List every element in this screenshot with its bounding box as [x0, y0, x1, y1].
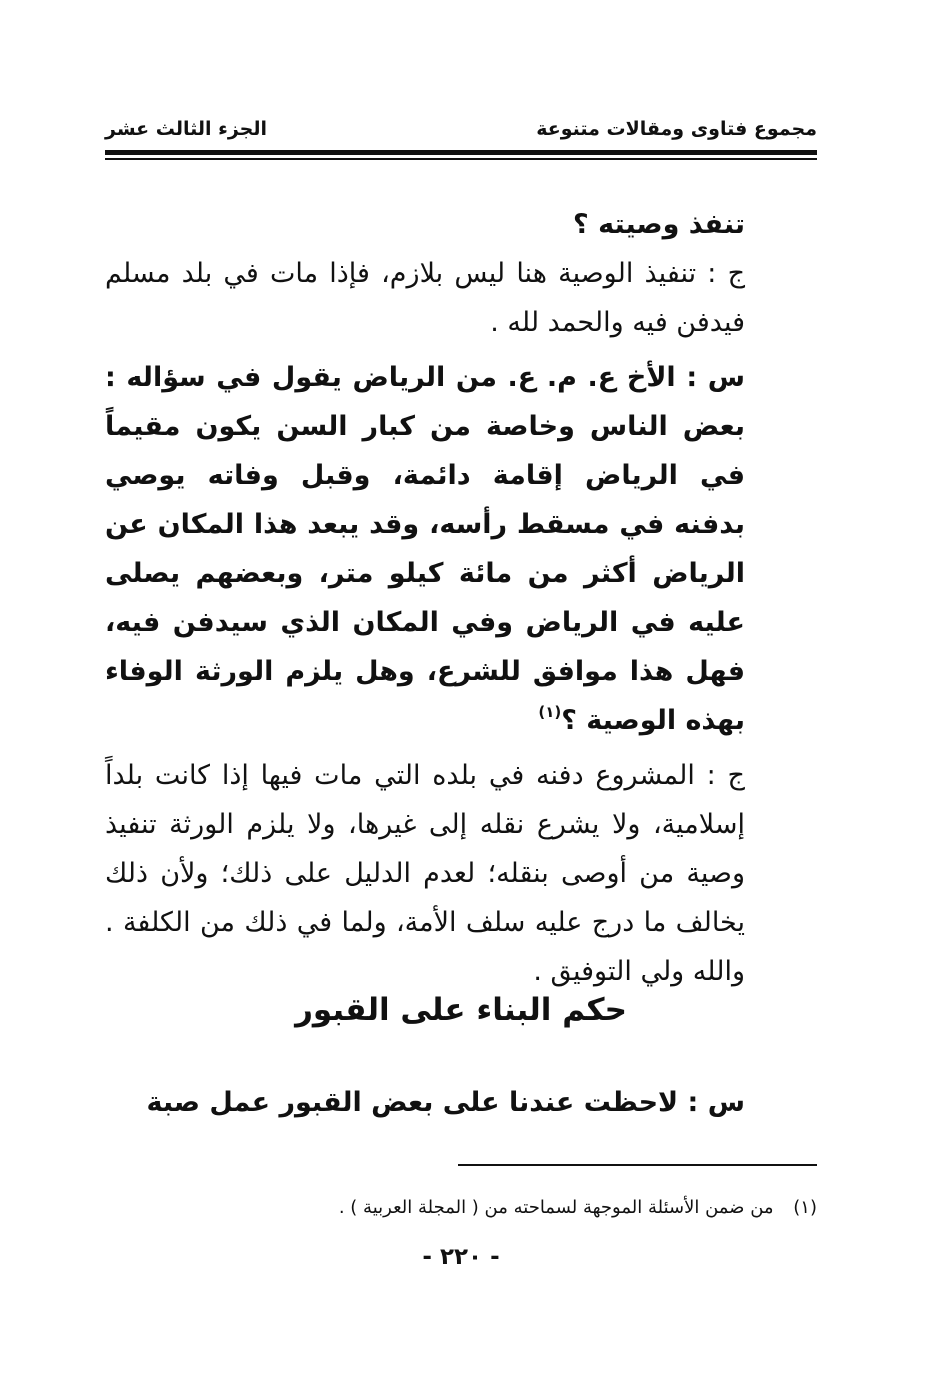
header-rule-thick — [105, 150, 817, 155]
footnote — [105, 1194, 817, 1222]
section-title: حكم البناء على القبور — [295, 992, 627, 1028]
paragraph-answer-1: ج : تنفيذ الوصية هنا ليس بلازم، فإذا مات في بلد مسلم فيدفن فيه والحمد لله . — [105, 258, 745, 338]
paragraph-question-end: تنفذ وصيته ؟ — [573, 209, 745, 240]
footnote-divider — [458, 1164, 817, 1166]
paragraph-question-3: س : لاحظت عندنا على بعض القبور عمل صبة — [146, 1087, 745, 1118]
paragraph-question-2 — [105, 353, 817, 745]
body-text — [105, 200, 817, 996]
question-2-text: س : الأخ ع. م. ع. من الرياض يقول في سؤاله : بعض الناس وخاصة من كبار السن يكون مقيماً في الرياض إقامة دائمة، وقبل وفاته يوصي بدفنه في مسقط رأسه، وقد يبعد هذا المكان عن الرياض أكثر من مائة كيلو متر، وبعضهم يصلى عليه في الرياض وفي المكان الذي سيدفن فيه، فهل هذا موافق للشرع، وهل يلزم الورثة الوفاء بهذه الوصية ؟ — [105, 362, 745, 736]
footnote-text: من ضمن الأسئلة الموجهة لسماحته من ( المجلة العربية ) . — [338, 1197, 774, 1218]
header-rule-thin — [105, 158, 817, 160]
page-number: - ٢٢٠ - — [422, 1244, 500, 1270]
footnote-number: (١) — [793, 1197, 817, 1218]
volume-label: الجزء الثالث عشر — [105, 118, 268, 140]
page-header — [105, 118, 817, 150]
book-title: مجموع فتاوى ومقالات متنوعة — [536, 118, 817, 140]
paragraph-answer-2: ج : المشروع دفنه في بلده التي مات فيها إذا كانت بلداً إسلامية، ولا يشرع نقله إلى غيرها، ولا يلزم الورثة تنفيذ وصية من أوصى بنقله؛ لعدم الدليل على ذلك؛ ولأن ذلك يخالف ما درج عليه سلف الأمة، ولما في ذلك من الكلفة . والله ولي التوفيق . — [105, 760, 745, 987]
footnote-ref: (١) — [538, 703, 562, 721]
